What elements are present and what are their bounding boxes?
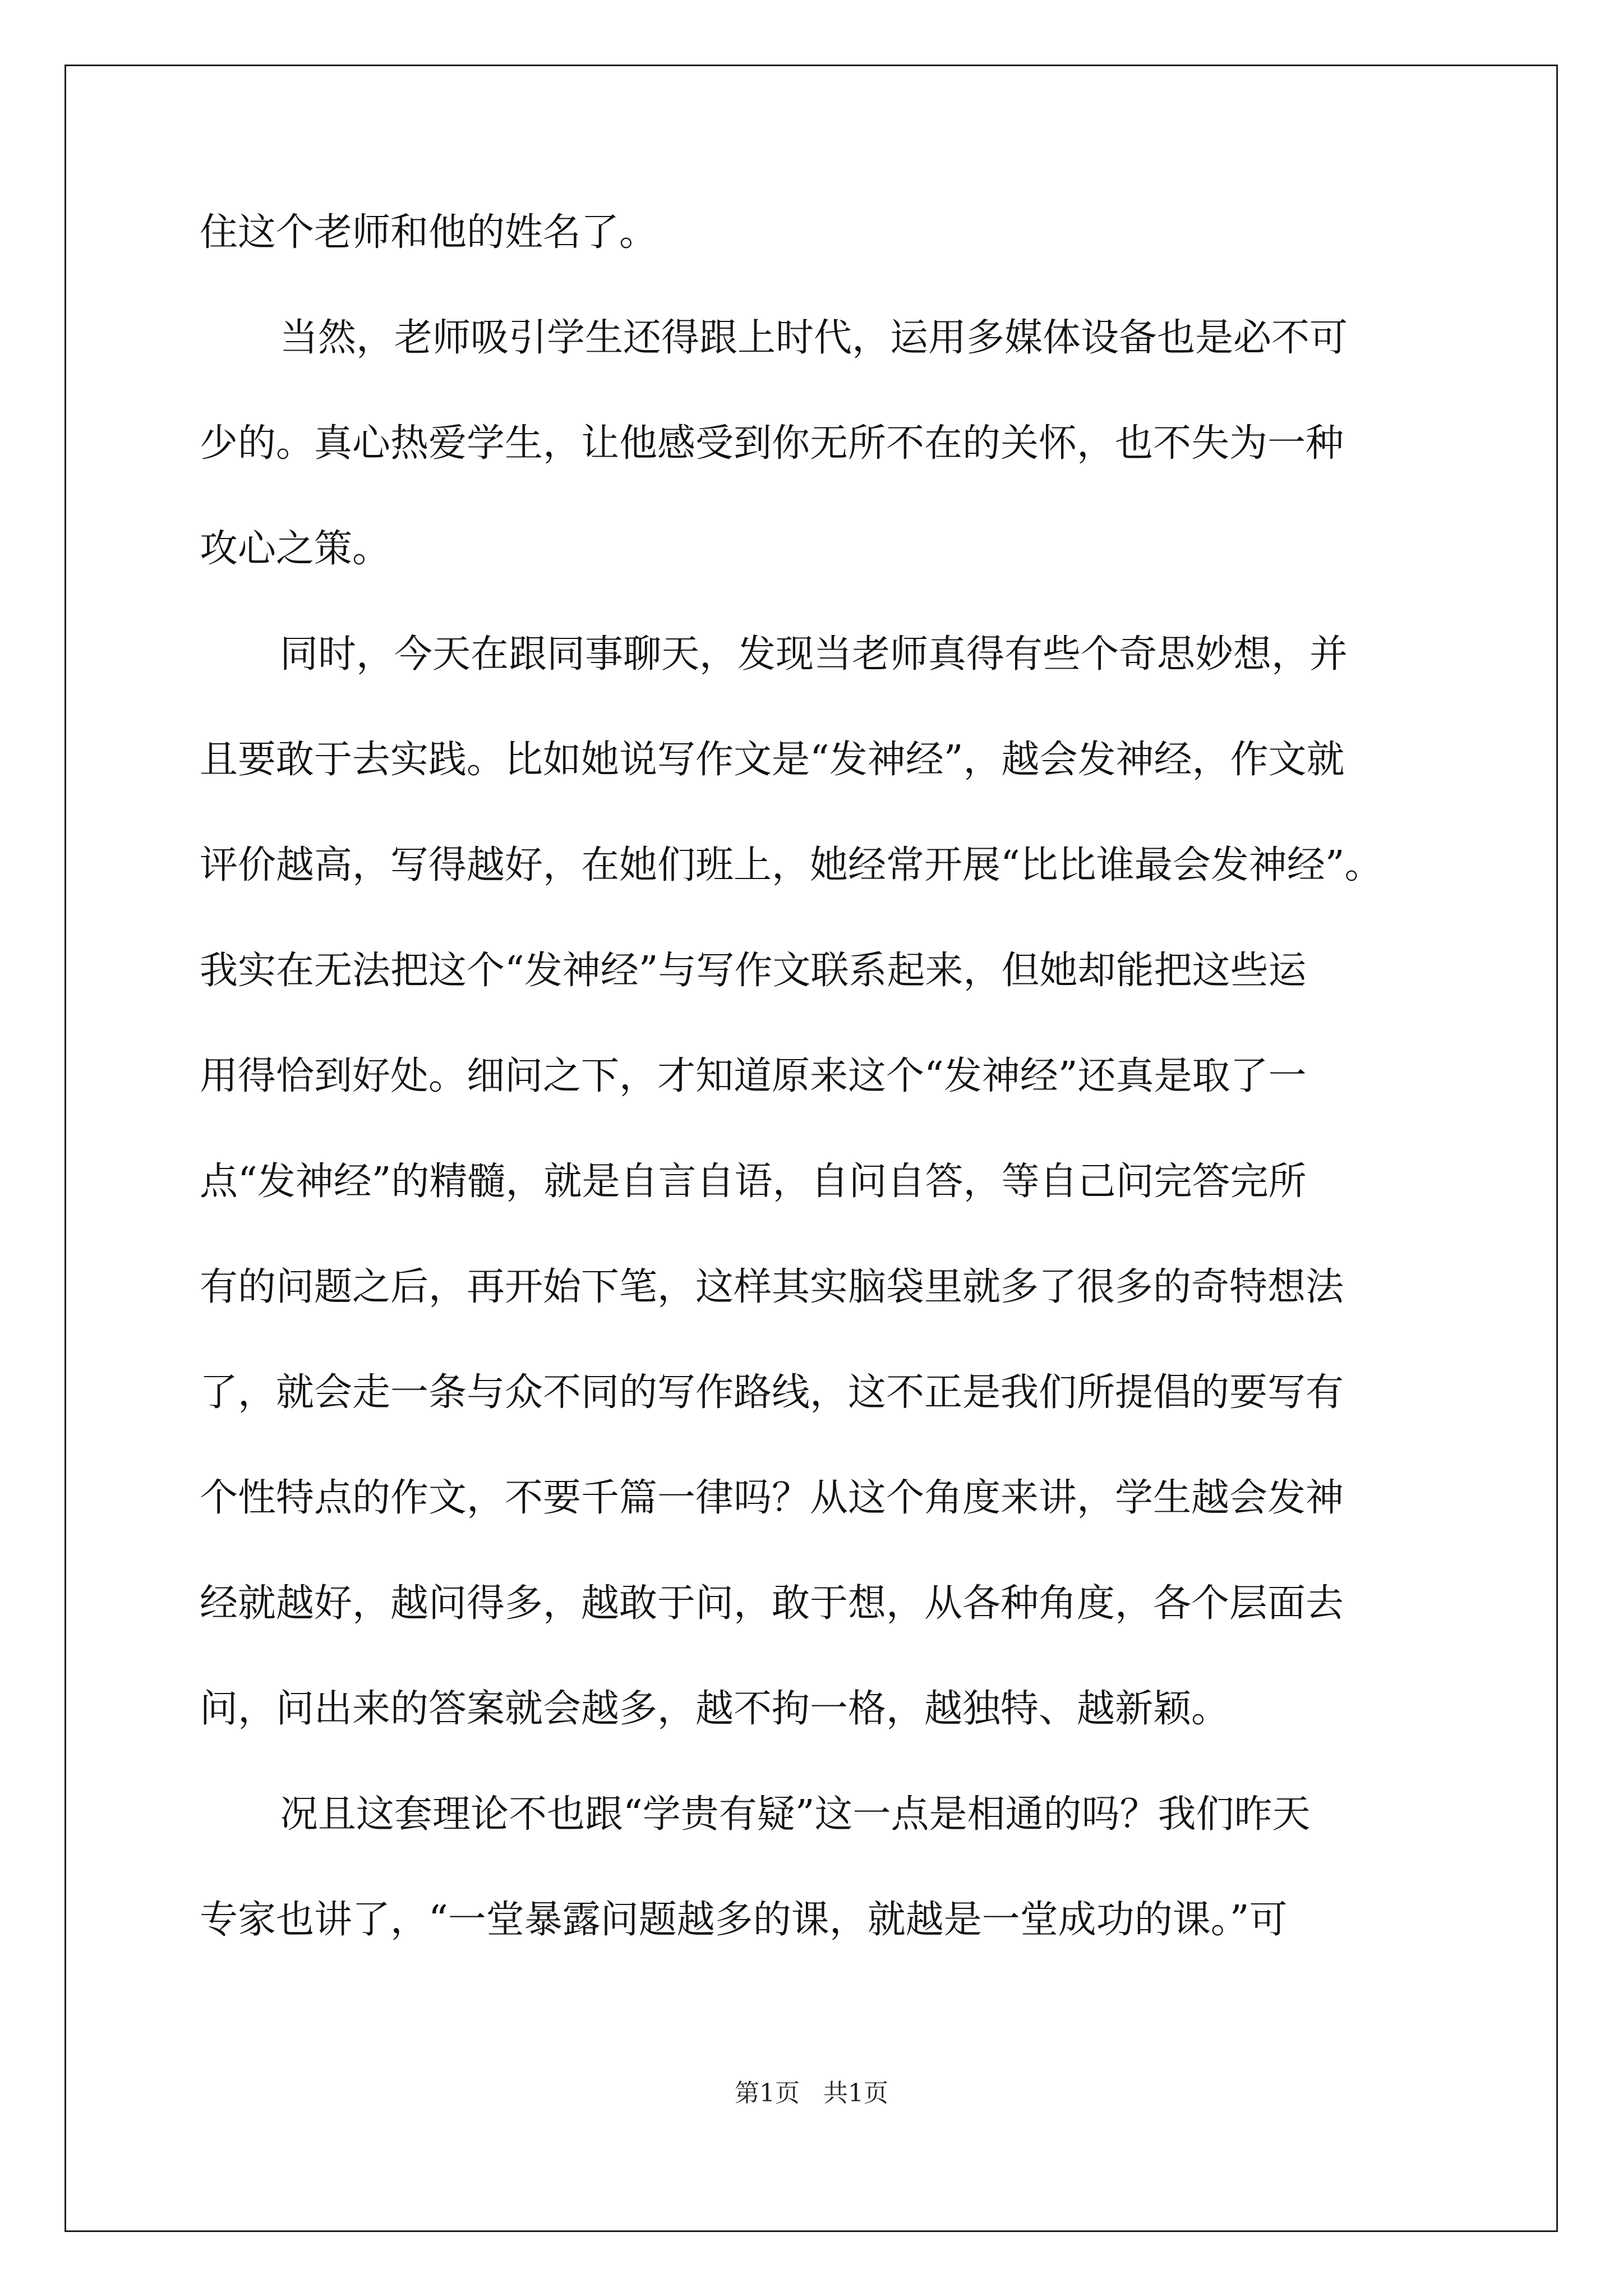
text-line: 我实在无法把这个“发神经”与写作文联系起来，但她却能把这些运 xyxy=(200,949,1307,993)
text-line: 了，就会走一条与众不同的写作路线，这不正是我们所提倡的要写有 xyxy=(200,1370,1344,1415)
text-line: 且要敢于去实践。比如她说写作文是“发神经”，越会发神经，作文就 xyxy=(200,738,1345,782)
text-line: 有的问题之后，再开始下笔，这样其实脑袋里就多了很多的奇特想法 xyxy=(200,1265,1344,1309)
text-line: 点“发神经”的精髓，就是自言自语，自问自答，等自己问完答完所 xyxy=(200,1159,1307,1204)
text-line: 攻心之策。 xyxy=(200,527,391,571)
page-number-total: 共1页 xyxy=(823,2079,888,2108)
page-footer xyxy=(0,2079,1623,2108)
text-line: 经就越好，越问得多，越敢于问，敢于想，从各种角度，各个层面去 xyxy=(200,1581,1344,1626)
text-line: 个性特点的作文，不要千篇一律吗？从这个角度来讲，学生越会发神 xyxy=(200,1476,1344,1520)
text-line: 少的。真心热爱学生，让他感受到你无所不在的关怀，也不失为一种 xyxy=(200,421,1344,466)
text-line: 住这个老师和他的姓名了。 xyxy=(200,210,658,255)
text-line: 专家也讲了，“一堂暴露问题越多的课，就越是一堂成功的课。”可 xyxy=(200,1898,1288,1942)
paragraph-line: 同时，今天在跟同事聊天，发现当老师真得有些个奇思妙想，并 xyxy=(280,632,1348,677)
paragraph-line: 当然，老师吸引学生还得跟上时代，运用多媒体设备也是必不可 xyxy=(280,316,1348,360)
text-line: 问，问出来的答案就会越多，越不拘一格，越独特、越新颖。 xyxy=(200,1687,1230,1731)
paragraph-line: 况且这套理论不也跟“学贵有疑”这一点是相通的吗？我们昨天 xyxy=(280,1792,1311,1837)
text-line: 用得恰到好处。细问之下，才知道原来这个“发神经”还真是取了一 xyxy=(200,1054,1307,1098)
page-number-current: 第1页 xyxy=(735,2079,800,2108)
text-line: 评价越高，写得越好，在她们班上，她经常开展“比比谁最会发神经”。 xyxy=(200,843,1383,887)
